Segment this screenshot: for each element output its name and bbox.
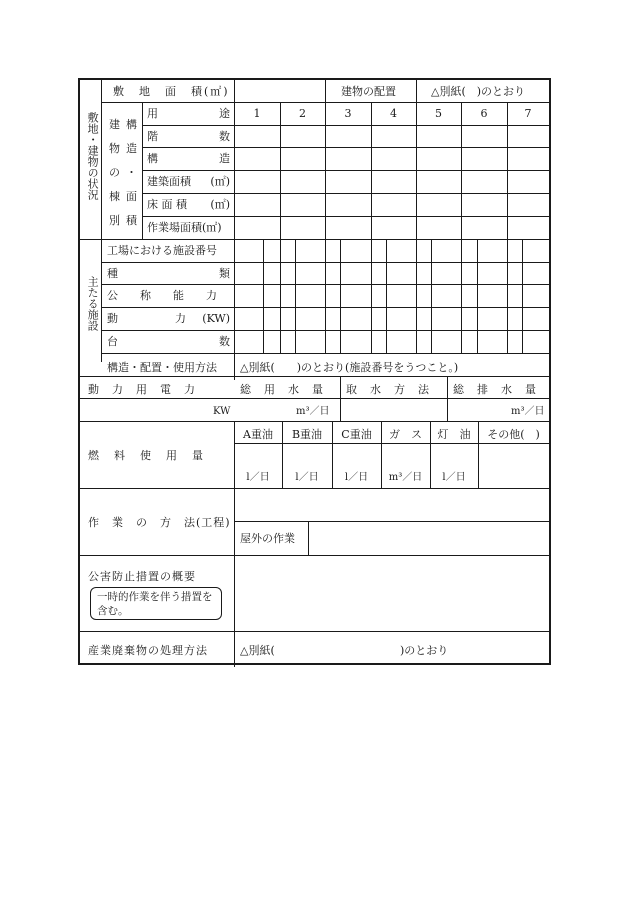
pollution-note: 一時的作業を伴う措置を含む。 bbox=[97, 591, 213, 617]
building-number-header: 1 bbox=[253, 107, 261, 120]
building-group-label-part: 建構 bbox=[109, 118, 143, 131]
facility-row-label: 台 bbox=[107, 335, 118, 348]
facility-row-label: 工場における施設番号 bbox=[107, 244, 217, 257]
building-row-label: 建築面積 bbox=[147, 175, 191, 188]
building-row-label-suffix: (㎡) bbox=[210, 198, 230, 211]
building-layout-value: △別紙( )のとおり bbox=[431, 85, 526, 98]
grid-line bbox=[142, 216, 549, 217]
grid-line bbox=[431, 239, 432, 353]
facility-row-label-mid: 力 bbox=[175, 312, 186, 325]
grid-line bbox=[522, 239, 523, 353]
facility-row-label-suffix: 数 bbox=[219, 335, 230, 348]
grid-line bbox=[507, 102, 508, 239]
fuel-type-label: C重油 bbox=[341, 428, 372, 441]
fuel-type-label: ガ ス bbox=[389, 428, 422, 441]
water-volume-label: 総 用 水 量 bbox=[240, 383, 324, 396]
grid-line bbox=[142, 147, 549, 148]
building-number-header: 2 bbox=[299, 107, 306, 120]
facility-row-label-suffix: 類 bbox=[219, 267, 230, 280]
fuel-unit-label: l／日 bbox=[344, 472, 369, 483]
grid-line bbox=[325, 239, 326, 353]
grid-line bbox=[416, 80, 417, 102]
facilities-section-label: 主たる施設 bbox=[86, 276, 100, 331]
grid-line bbox=[325, 80, 326, 102]
building-row-label: 床 面 積 bbox=[147, 198, 187, 211]
building-row-label: 構 bbox=[147, 152, 158, 165]
grid-line bbox=[80, 555, 549, 556]
grid-line bbox=[416, 239, 417, 353]
grid-line bbox=[80, 488, 549, 489]
grid-line bbox=[280, 102, 281, 239]
grid-line bbox=[325, 102, 326, 239]
waste-disposal-label: 産業廃棄物の処理方法 bbox=[88, 644, 208, 657]
building-row-label: 用 bbox=[147, 107, 158, 120]
power-label: 動 力 用 電 力 bbox=[88, 383, 196, 396]
grid-line bbox=[80, 398, 549, 399]
grid-line bbox=[102, 353, 549, 354]
grid-line bbox=[234, 631, 235, 667]
grid-line bbox=[80, 239, 549, 240]
fuel-type-label: B重油 bbox=[291, 428, 323, 441]
fuel-unit-label: m³／日 bbox=[388, 472, 423, 483]
grid-line bbox=[142, 193, 549, 194]
site-section-label: 敷地・建物の状況 bbox=[86, 112, 100, 200]
grid-line bbox=[80, 631, 549, 632]
drain-volume-label: 総 排 水 量 bbox=[453, 383, 537, 396]
fuel-type-label: 灯 油 bbox=[437, 428, 471, 441]
site-area-label: 敷 地 面 積(㎡) bbox=[113, 85, 230, 98]
grid-line bbox=[80, 376, 549, 377]
building-group-label-part: 物造 bbox=[109, 142, 143, 155]
fuel-unit-label: l／日 bbox=[295, 472, 319, 483]
grid-line bbox=[507, 239, 508, 353]
grid-line bbox=[461, 239, 462, 353]
fuel-usage-label: 燃 料 使 用 量 bbox=[88, 449, 205, 462]
building-group-label-part: 別積 bbox=[109, 214, 143, 227]
fuel-unit-label: l／日 bbox=[442, 472, 466, 483]
facility-row-label: 動 bbox=[107, 312, 118, 325]
building-row-label: 階 bbox=[147, 130, 158, 143]
work-method-label: 作 業 の 方 法(工程) bbox=[88, 516, 231, 529]
building-number-header: 5 bbox=[435, 107, 442, 120]
grid-line bbox=[340, 239, 341, 353]
facility-method-value: △別紙( )のとおり(施設番号をうつこと。) bbox=[240, 361, 459, 374]
facility-method-label: 構造・配置・使用方法 bbox=[107, 361, 217, 374]
fuel-unit-label: l／日 bbox=[246, 472, 270, 483]
water-volume-unit: m³／日 bbox=[296, 406, 330, 417]
building-number-header: 7 bbox=[524, 107, 532, 120]
grid-line bbox=[386, 239, 387, 353]
pollution-measures-label: 公害防止措置の概要 bbox=[88, 570, 196, 583]
application-form-table bbox=[78, 78, 551, 665]
building-group-label-part: 棟面 bbox=[109, 190, 143, 203]
grid-line bbox=[461, 102, 462, 239]
building-row-label-suffix: (㎡) bbox=[210, 175, 230, 188]
grid-line bbox=[371, 239, 372, 353]
grid-line bbox=[295, 239, 296, 353]
building-number-header: 4 bbox=[390, 107, 397, 120]
facility-row-label: 種 bbox=[107, 267, 118, 280]
facility-row-label: 公 称 能 力 bbox=[107, 289, 217, 302]
facility-row-label-suffix: (KW) bbox=[202, 312, 230, 325]
outdoor-work-label: 屋外の作業 bbox=[240, 532, 295, 545]
grid-line bbox=[263, 239, 264, 353]
building-row-label-suffix: 造 bbox=[219, 152, 230, 165]
grid-line bbox=[234, 521, 549, 522]
building-layout-label: 建物の配置 bbox=[341, 85, 396, 98]
fuel-type-label: A重油 bbox=[243, 428, 273, 441]
grid-line bbox=[142, 125, 549, 126]
grid-line bbox=[234, 80, 235, 380]
building-number-header: 3 bbox=[344, 107, 352, 120]
building-row-label: 作業場面積(㎡) bbox=[147, 221, 222, 234]
building-group-label-part: の・ bbox=[109, 166, 143, 179]
grid-line bbox=[416, 102, 417, 239]
fuel-type-label: その他( ) bbox=[487, 428, 540, 441]
grid-line bbox=[234, 443, 549, 444]
power-unit: KW bbox=[213, 406, 231, 417]
grid-line bbox=[477, 239, 478, 353]
waste-disposal-prefix: △別紙( bbox=[240, 644, 275, 657]
grid-line bbox=[308, 521, 309, 555]
grid-line bbox=[101, 80, 102, 362]
grid-line bbox=[234, 555, 235, 631]
grid-line bbox=[371, 102, 372, 239]
water-intake-label: 取 水 方 法 bbox=[346, 383, 430, 396]
building-row-label-suffix: 途 bbox=[219, 107, 230, 120]
grid-line bbox=[280, 239, 281, 353]
building-row-label-suffix: 数 bbox=[219, 130, 230, 143]
waste-disposal-suffix: )のとおり bbox=[400, 644, 449, 657]
grid-line bbox=[142, 170, 549, 171]
drain-volume-unit: m³／日 bbox=[511, 406, 545, 417]
building-number-header: 6 bbox=[480, 107, 488, 120]
